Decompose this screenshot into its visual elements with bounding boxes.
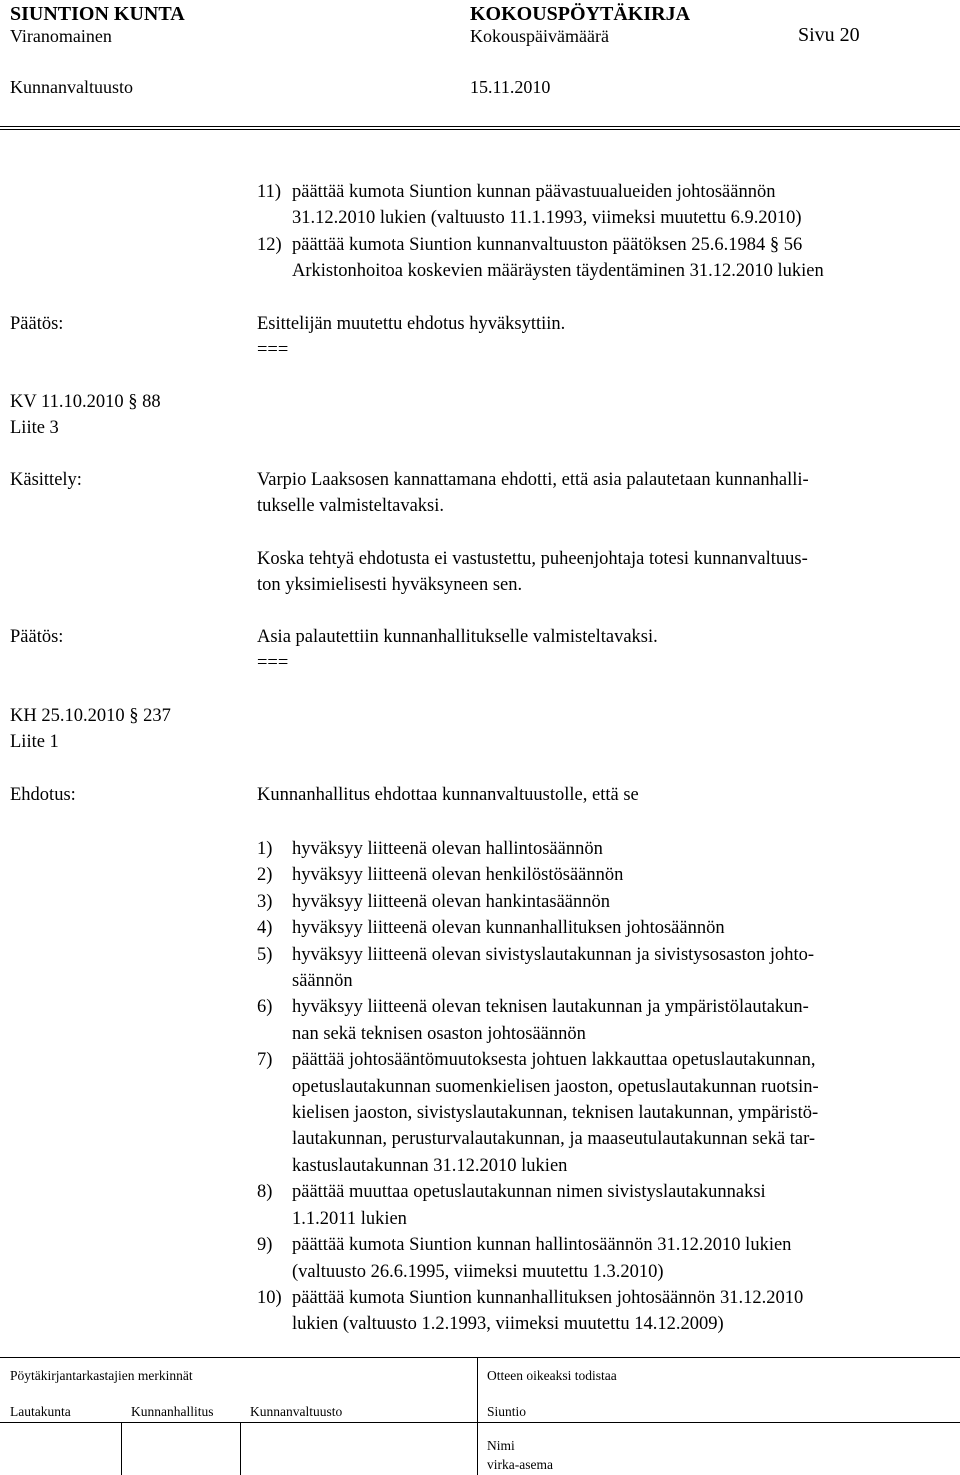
authority-label: Viranomainen: [10, 26, 112, 46]
title-label: virka-asema: [487, 1457, 553, 1472]
org-name: SIUNTION KUNTA: [10, 3, 185, 25]
footer-col-council: Kunnanvaltuusto: [250, 1404, 343, 1419]
separator: ===: [257, 653, 289, 673]
list-item: 4) hyväksyy liitteenä olevan kunnanhallituksen johtosäännön: [257, 918, 725, 939]
list-item: 1) hyväksyy liitteenä olevan hallintosäännön: [257, 839, 603, 859]
list-item: 6) hyväksyy liitteenä olevan teknisen lautakunnan ja ympäristölautakun- nan sekä teknisen osaston johtosäännön: [257, 997, 809, 1044]
footer-row-divider: [0, 1422, 960, 1423]
kv-decision-label: Päätös:: [10, 627, 64, 647]
list-item: 10) päättää kumota Siuntion kunnanhallituksen johtosäännön 31.12.2010 lukien (valtuusto 1.2.1993, viimeksi muutettu 14.12.2009): [257, 1287, 804, 1335]
proposal-label: Ehdotus:: [10, 785, 76, 805]
meeting-date: 15.11.2010: [470, 77, 551, 97]
handling-line-2: tukselle valmisteltavaksi.: [257, 496, 445, 516]
handling-line-3: Koska tehtyä ehdotusta ei vastustettu, puheenjohtaja totesi kunnanvaltuus-: [257, 549, 808, 569]
certified-label: Otteen oikeaksi todistaa: [487, 1368, 617, 1383]
list-item: 12) päättää kumota Siuntion kunnanvaltuuston päätöksen 25.6.1984 § 56 Arkistonhoitoa koskevien määräysten täydentäminen 31.12.2010 lukien: [257, 234, 824, 282]
footer-col-board: Lautakunta: [10, 1404, 71, 1419]
separator: ===: [257, 340, 289, 360]
doc-type: KOKOUSPÖYTÄKIRJA: [470, 3, 691, 25]
header-divider: [0, 126, 960, 127]
footer-place: Siuntio: [487, 1404, 527, 1419]
top-item-list: [257, 179, 947, 285]
authority: Kunnanvaltuusto: [10, 77, 133, 97]
name-label: Nimi: [487, 1438, 515, 1453]
kv-reference: KV 11.10.2010 § 88: [10, 392, 161, 412]
checkers-label: Pöytäkirjantarkastajien merkinnät: [10, 1368, 193, 1383]
list-item: 3) hyväksyy liitteenä olevan hankintasäännön: [257, 891, 611, 912]
handling-label: Käsittely:: [10, 470, 82, 490]
list-item: 2) hyväksyy liitteenä olevan henkilöstösäännön: [257, 865, 624, 886]
list-item: 8) päättää muuttaa opetuslautakunnan nimen sivistyslautakunnaksi 1.1.2011 lukien: [257, 1182, 766, 1229]
header-divider-2: [0, 129, 960, 130]
kv-decision-text: Asia palautettiin kunnanhallitukselle valmisteltavaksi.: [257, 627, 658, 647]
footer-cell-divider: [240, 1422, 241, 1475]
kv-attachment: Liite 3: [10, 418, 59, 438]
decision-label: Päätös:: [10, 314, 64, 334]
list-item: 9) päättää kumota Siuntion kunnan hallintosäännön 31.12.2010 lukien (valtuusto 26.6.1995, viimeksi muutettu 1.3.2010): [257, 1235, 792, 1282]
footer-col-executive: Kunnanhallitus: [131, 1404, 214, 1419]
footer-column-divider: [477, 1358, 478, 1475]
decision-text: Esittelijän muutettu ehdotus hyväksyttiin.: [257, 314, 566, 334]
kh-reference: KH 25.10.2010 § 237: [10, 706, 171, 726]
handling-line-4: ton yksimielisesti hyväksyneen sen.: [257, 575, 523, 595]
handling-line-1: Varpio Laaksosen kannattamana ehdotti, että asia palautetaan kunnanhalli-: [257, 470, 809, 490]
kh-attachment: Liite 1: [10, 732, 59, 752]
list-item: 5) hyväksyy liitteenä olevan sivistyslautakunnan ja sivistysosaston johto- säännön: [257, 944, 815, 992]
date-label: Kokouspäivämäärä: [470, 26, 609, 46]
page-number: Sivu 20: [798, 24, 860, 46]
list-item: 11) päättää kumota Siuntion kunnan päävastuualueiden johtosäännön 31.12.2010 lukien (valtuusto 11.1.1993, viimeksi muutettu 6.9.2010): [257, 182, 802, 229]
proposal-intro: Kunnanhallitus ehdottaa kunnanvaltuustolle, että se: [257, 785, 639, 805]
list-item: 7) päättää johtosääntömuutoksesta johtuen lakkauttaa opetuslautakunnan, opetuslautakunnan suomenkielisen jaoston, opetuslautakunnan ruotsin- kielisen jaoston, sivistyslautakunnan, teknisen lautakunnan, ympäristö- lautakunnan, perusturvalautakunnan, ja maaseutulautakunnan sekä tar- kastuslautakunnan 31.12.2010 lukien: [257, 1050, 819, 1176]
footer-divider: [0, 1357, 960, 1358]
proposal-list: [257, 836, 947, 1338]
footer-cell-divider: [121, 1422, 122, 1475]
